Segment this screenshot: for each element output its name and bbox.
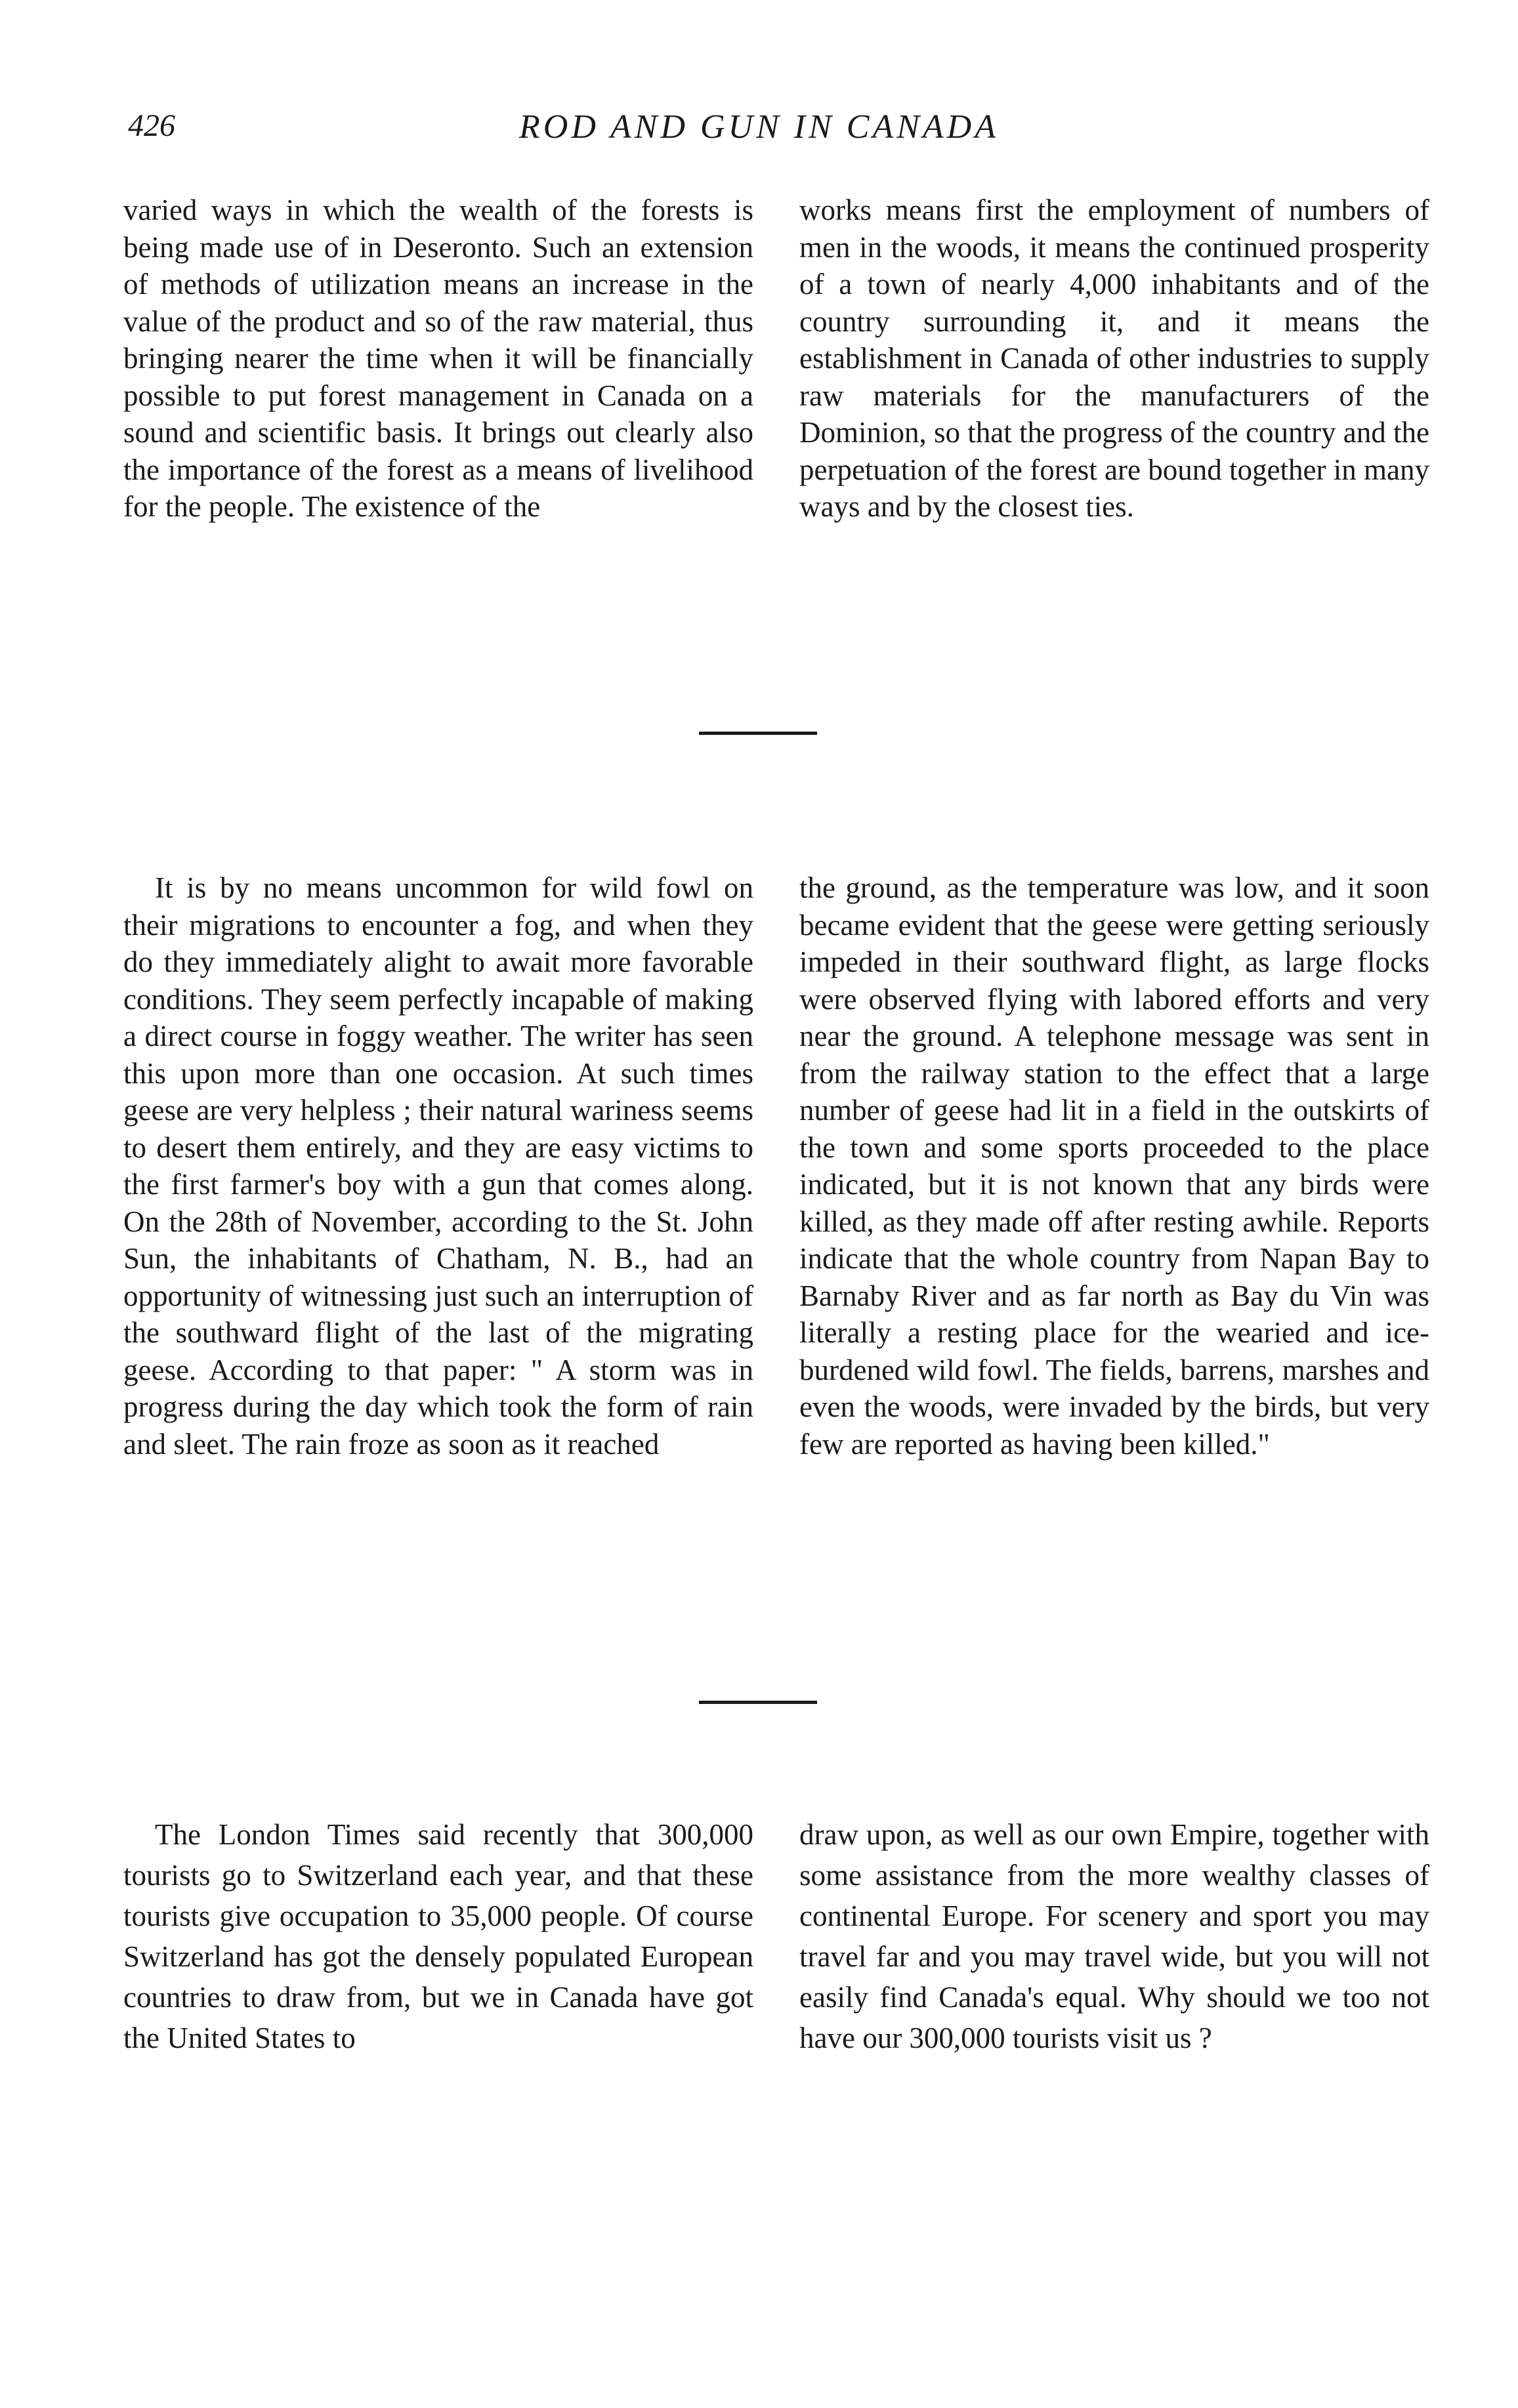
article-forest-left-column: varied ways in which the wealth of the forests is being made use of in Deseronto. Such an extension of methods of utilization means an increase in the value of the product and so of the raw material, thus bringing nearer the time when it will be financially possible to put forest management in Canada on a sound and scientific basis. It brings out clearly also the importance of the forest as a means of livelihood for the people. The existence of the (123, 194, 753, 523)
article-fowl-right-column: the ground, as the temperature was low, and it soon became evident that the geese were getting seriously impeded in their southward flight, as large flocks were observed flying with labored efforts and very near the ground. A telephone message was sent in from the railway station to the effect that a large number of geese had lit in a field in the outskirts of the town and some sports proceeded to the place indicated, but it is not known that any birds were killed, as they made off after resting awhile. Reports indicate that the whole country from Napan Bay to Barnaby River and as far north as Bay du Vin was literally a resting place for the wearied and ice-burdened wild fowl. The fields, barrens, marshes and even the woods, were invaded by the birds, but very few are reported as having been killed." (799, 871, 1429, 1461)
running-head: ROD AND GUN IN CANADA (519, 108, 999, 146)
article-tourists-left-column: The London Times said recently that 300,000 tourists go to Switzerland each year, and that these tourists give occupation to 35,000 people. Of course Switzerland has got the densely populated European countries to draw from, but we in Canada have got the United States to (123, 1818, 753, 2054)
article-tourists-right-column: draw upon, as well as our own Empire, together with some assistance from the more wealthy classes of continental Europe. For scenery and sport you may travel far and you may travel wide, but you will not easily find Canada's equal. Why should we too not have our 300,000 tourists visit us ? (799, 1818, 1429, 2054)
section-divider (699, 1701, 817, 1704)
section-divider (699, 732, 817, 735)
article-fowl-left-column: It is by no means uncommon for wild fowl on their migrations to encounter a fog, and when they do they immediately alight to await more favorable conditions. They seem perfectly incapable of making a direct course in foggy weather. The writer has seen this upon more than one occasion. At such times geese are very helpless ; their natural wariness seems to desert them entirely, and they are easy victims to the first farmer's boy with a gun that comes along. On the 28th of November, according to the St. John Sun, the inhabitants of Chatham, N. B., had an opportunity of witnessing just such an interruption of the southward flight of the last of the migrating geese. According to that paper: " A storm was in progress during the day which took the form of rain and sleet. The rain froze as soon as it reached (123, 871, 753, 1461)
article-forest-right-column: works means first the employment of numbers of men in the woods, it means the continued prosperity of a town of nearly 4,000 inhabitants and of the country surrounding it, and it means the establishment in Canada of other industries to supply raw materials for the manufacturers of the Dominion, so that the progress of the country and the perpetuation of the forest are bound together in many ways and by the closest ties. (799, 194, 1429, 523)
page-header (0, 0, 1518, 171)
page-number: 426 (128, 108, 175, 143)
